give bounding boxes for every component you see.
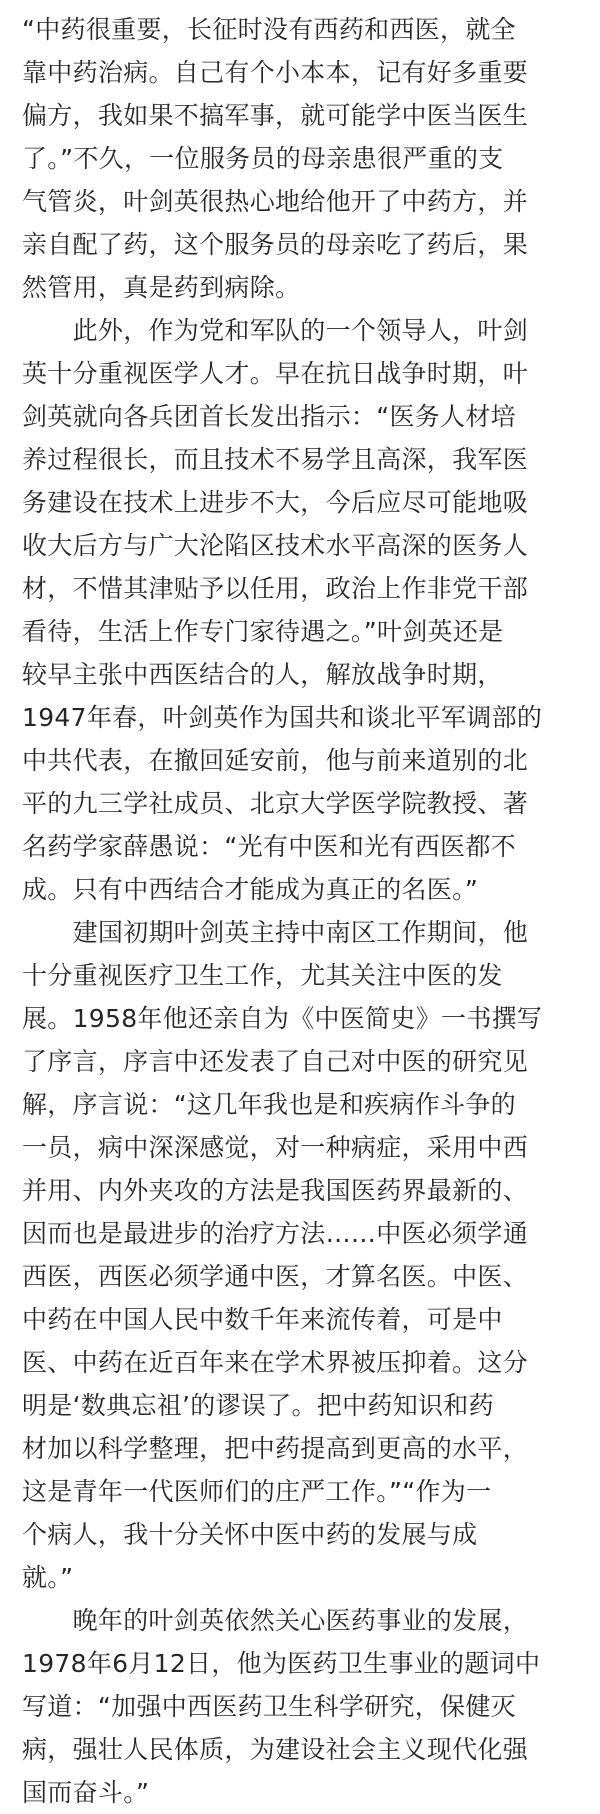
text-line: 这是青年一代医师们的庄严工作。”“作为一	[22, 1477, 492, 1506]
text-line: 收大后方与广大沦陷区技术水平高深的医务人	[22, 531, 529, 560]
text-line: 材，不惜其津贴予以任用，政治上作非党干部	[22, 574, 529, 603]
text-line: 务建设在技术上进步不大，今后应尽可能地吸	[22, 488, 529, 517]
text-line: 因而也是最进步的治疗方法……中医必须学通	[22, 1219, 529, 1248]
paragraph	[22, 1599, 566, 1814]
text-line: 看待，生活上作专门家待遇之。”叶剑英还是	[22, 617, 504, 646]
text-line: 然管用，真是药到病除。	[22, 273, 301, 302]
text-line: 成。只有中西结合才能成为真正的名医。”	[22, 875, 479, 904]
text-line: 就。”	[22, 1563, 74, 1592]
text-line: 此外，作为党和军队的一个领导人，叶剑	[22, 316, 529, 345]
text-line: 1947年春，叶剑英作为国共和谈北平军调部的	[22, 703, 543, 732]
text-line: 靠中药治病。自己有个小本本，记有好多重要	[22, 58, 529, 87]
text-line: 建国初期叶剑英主持中南区工作期间，他	[22, 918, 529, 947]
text-line: 个病人，我十分关怀中医中药的发展与成	[22, 1520, 478, 1549]
text-line: 一员，病中深深感觉，对一种病症，采用中西	[22, 1133, 529, 1162]
text-line: 偏方，我如果不搞军事，就可能学中医当医生	[22, 101, 529, 130]
text-line: 写道：“加强中西医药卫生科学研究，保健灭	[22, 1692, 516, 1721]
paragraph	[22, 8, 566, 309]
text-line: 材加以科学整理，把中药提高到更高的水平，	[22, 1434, 529, 1463]
text-line: 医、中药在近百年来在学术界被压抑着。这分	[22, 1348, 529, 1377]
text-line: 十分重视医疗卫生工作，尤其关注中医的发	[22, 961, 503, 990]
text-line: 解，序言说：“这几年我也是和疾病作斗争的	[22, 1090, 516, 1119]
text-line: 明是‘数典忘祖’的谬误了。把中药知识和药	[22, 1391, 494, 1420]
text-line: 英十分重视医学人才。早在抗日战争时期，叶	[22, 359, 529, 388]
text-line: 剑英就向各兵团首长发出指示：“医务人材培	[22, 402, 516, 431]
text-line: 展。1958年他还亲自为《中医简史》一书撰写	[22, 1004, 543, 1033]
text-line: 养过程很长，而且技术不易学且高深，我军医	[22, 445, 529, 474]
paragraph	[22, 309, 566, 911]
text-line: 国而奋斗。”	[22, 1778, 150, 1807]
text-line: 较早主张中西医结合的人，解放战争时期，	[22, 660, 503, 689]
text-line: 了。”不久，一位服务员的母亲患很严重的支	[22, 144, 504, 173]
paragraph	[22, 911, 566, 1599]
text-line: 平的九三学社成员、北京大学医学院教授、著	[22, 789, 529, 818]
text-line: 名药学家薛愚说：“光有中医和光有西医都不	[22, 832, 516, 861]
text-line: 中药在中国人民中数千年来流传着，可是中	[22, 1305, 503, 1334]
text-line: 西医，西医必须学通中医，才算名医。中医、	[22, 1262, 529, 1291]
text-line: 中共代表，在撤回延安前，他与前来道别的北	[22, 746, 529, 775]
text-line: 晚年的叶剑英依然关心医药事业的发展，	[22, 1606, 529, 1635]
text-line: 1978年6月12日，他为医药卫生事业的题词中	[22, 1649, 541, 1678]
text-line: 了序言，序言中还发表了自己对中医的研究见	[22, 1047, 529, 1076]
text-line: 并用、内外夹攻的方法是我国医药界最新的、	[22, 1176, 529, 1205]
text-line: “中药很重要，长征时没有西药和西医，就全	[22, 15, 516, 44]
text-line: 气管炎，叶剑英很热心地给他开了中药方，并	[22, 187, 529, 216]
text-line: 病，强壮人民体质，为建设社会主义现代化强	[22, 1735, 529, 1764]
text-line: 亲自配了药，这个服务员的母亲吃了药后，果	[22, 230, 529, 259]
